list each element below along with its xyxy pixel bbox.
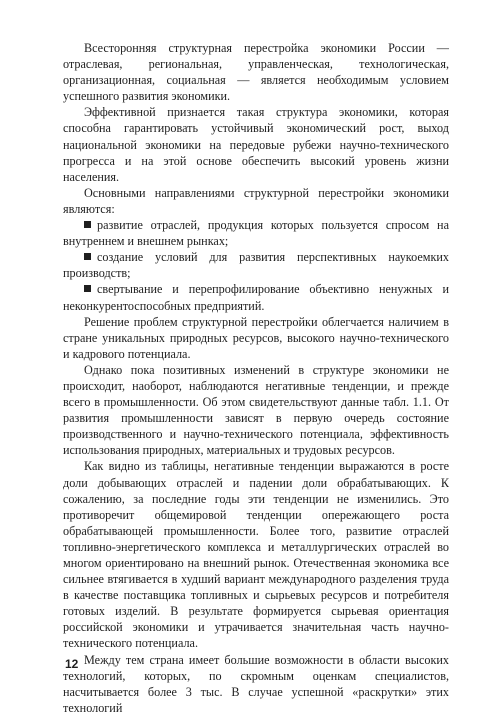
bullet-square-icon xyxy=(84,253,91,260)
paragraph: Основными направлениями структурной перестройки экономики являются: xyxy=(63,185,449,216)
bullet-item xyxy=(63,217,449,249)
body-text xyxy=(63,40,449,716)
paragraph: Как видно из таблицы, негативные тенденции выражаются в росте доли добывающих отраслей и падении доли обрабатывающих. К сожалению, за последние годы эти тенденции не изменились. Это противоречит общемировой тенденции опережающего роста обрабатывающей промышленности. Более того, развитие отраслей топливно-энергетического комплекса и металлургических отраслей во многом ориентировано на внешний рынок. Отечественная экономика все сильнее втягивается в худший вариант международного разделения труда в качестве поставщика топливных и сырьевых ресурсов и потребителя готовых изделий. В результате формируется сырьевая ориентация российской экономики и утрачивается значительная часть научно-технического потенциала. xyxy=(63,459,449,651)
bullet-item xyxy=(63,281,449,313)
paragraph: Всесторонняя структурная перестройка экономики России — отраслевая, региональная, управленческая, технологическая, организационная, социальная — является необходимым условием успешного развития экономики. xyxy=(63,41,449,104)
paragraph: Эффективной признается такая структура экономики, которая способна гарантировать устойчивый экономический рост, выход национальной экономики на передовые рубежи научно-технического прогресса и на этой основе обеспечить высокий уровень жизни населения. xyxy=(63,105,449,184)
bullet-item xyxy=(63,249,449,281)
bullet-text: развитие отраслей, продукция которых пользуется спросом на внутреннем и внешнем рынках; xyxy=(63,218,449,249)
page-number: 12 xyxy=(65,657,79,671)
bullet-square-icon xyxy=(84,221,91,228)
paragraph: Однако пока позитивных изменений в структуре экономики не происходит, наоборот, наблюдаются негативные тенденции, и прежде всего в промышленности. Об этом свидетельствуют данные табл. 1.1. От развития промышленности зависят в первую очередь состояние производственного и научно-технического потенциала, эффективность использования природных, материальных и трудовых ресурсов. xyxy=(63,362,449,458)
bullet-text: свертывание и перепрофилирование объективно ненужных и неконкурентоспособных предприятий. xyxy=(63,282,449,313)
paragraph: Между тем страна имеет большие возможности в области высоких технологий, которых, по скромным оценкам специалистов, насчитывается более 3 тыс. В случае успешной «раскрутки» этих технологий xyxy=(63,652,449,715)
bullet-square-icon xyxy=(84,285,91,292)
bullet-text: создание условий для развития перспективных наукоемких производств; xyxy=(63,250,449,281)
paragraph: Решение проблем структурной перестройки облегчается наличием в стране уникальных природных ресурсов, высокого научно-технического и кадрового потенциала. xyxy=(63,314,449,361)
